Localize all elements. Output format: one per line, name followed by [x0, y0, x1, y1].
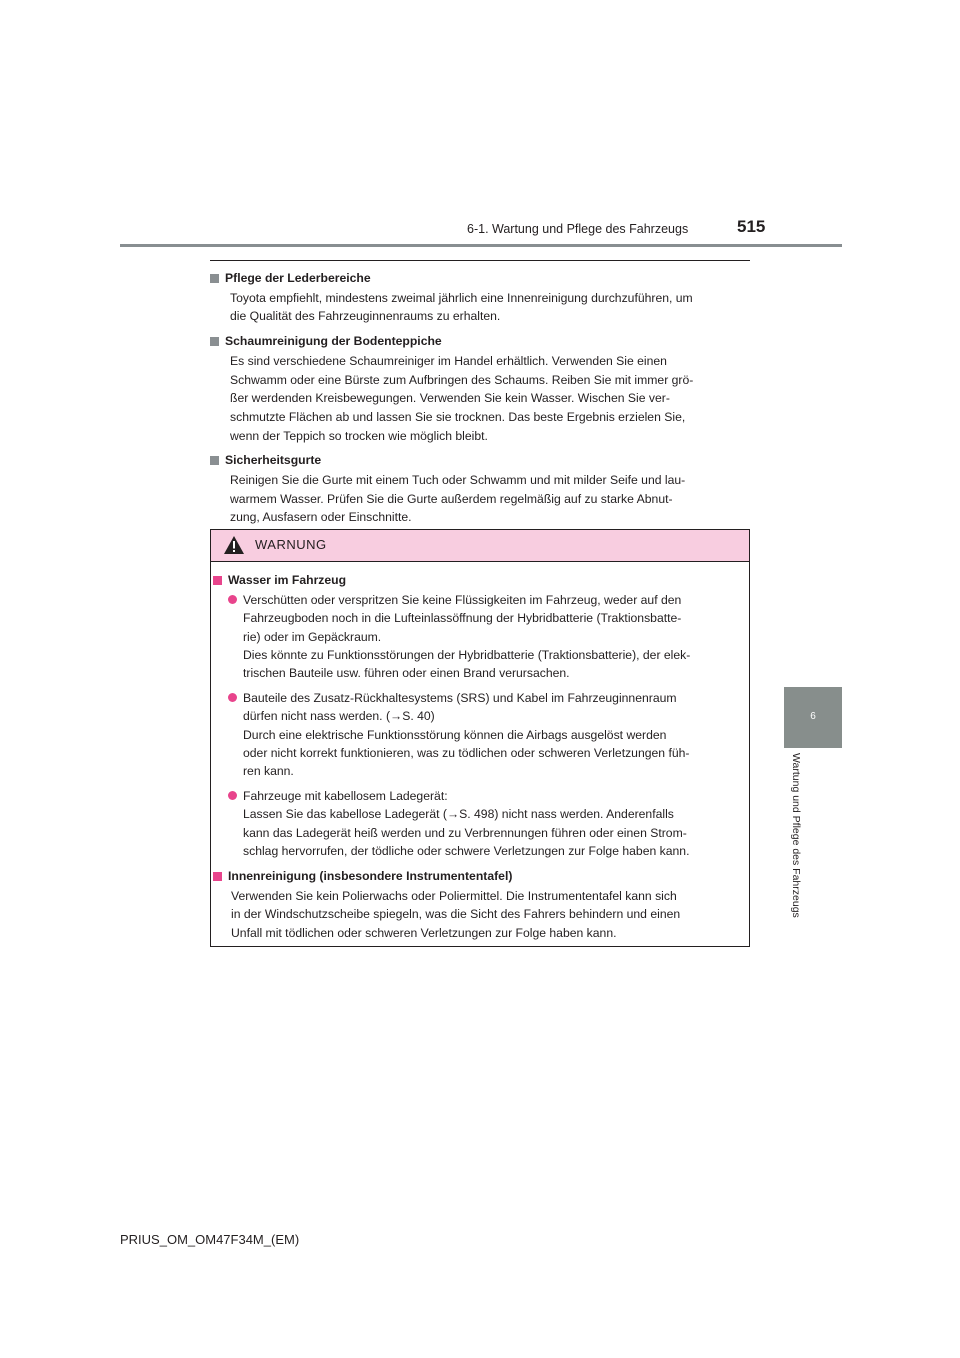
section-body [210, 352, 746, 446]
square-bullet-icon [210, 274, 219, 283]
main-content [210, 269, 746, 533]
section-leather-care [210, 269, 746, 326]
bullet-line: oder nicht korrekt funktionieren, was zu tödlichen oder schweren Verletzungen füh- [243, 745, 690, 760]
warning-bullet [211, 689, 743, 780]
body-line: warmem Wasser. Prüfen Sie die Gurte außerdem regelmäßig auf zu starke Abnut- [230, 491, 673, 506]
section-body [210, 289, 746, 326]
bullet-line: schlag hervorrufen, der tödliche oder schwere Verletzungen zur Folge haben kann. [243, 843, 690, 858]
bullet-line: rie) oder im Gepäckraum. [243, 629, 382, 644]
square-bullet-icon [213, 576, 222, 585]
warning-triangle-icon [223, 535, 245, 555]
warning-bullet [211, 591, 743, 682]
warning-subheading-text: Innenreinigung (insbesondere Instrumententafel) [228, 869, 513, 884]
bullet-line: Dies könnte zu Funktionsstörungen der Hybridbatterie (Traktionsbatterie), der elek- [243, 647, 691, 662]
warning-box [210, 529, 750, 947]
bullet-line: kann das Ladegerät heiß werden und zu Verbrennungen führen oder einen Strom- [243, 825, 687, 840]
bullet-line: Fahrzeuge mit kabellosem Ladegerät: [243, 789, 448, 804]
warning-subheading [211, 571, 743, 589]
warning-body [211, 887, 743, 942]
warning-subheading-text: Wasser im Fahrzeug [228, 573, 347, 587]
body-line: Es sind verschiedene Schaumreiniger im Handel erhältlich. Verwenden Sie einen [230, 353, 667, 368]
warning-title: WARNUNG [255, 537, 327, 552]
bullet-line: Durch eine elektrische Funktionsstörung können die Airbags ausgelöst werden [243, 727, 667, 742]
bullet-line: ren kann. [243, 764, 294, 779]
bullet-line: trischen Bauteile usw. führen oder einen Brand verursachen. [243, 666, 570, 681]
bullet-line: Verschütten oder verspritzen Sie keine Flüssigkeiten im Fahrzeug, weder auf den [243, 593, 682, 608]
body-line: Reinigen Sie die Gurte mit einem Tuch oder Schwamm und mit milder Seife und lau- [230, 473, 686, 488]
section-heading-text: Pflege der Lederbereiche [225, 271, 371, 285]
document-code: PRIUS_OM_OM47F34M_(EM) [120, 1232, 300, 1247]
chapter-number: 6 [810, 711, 816, 722]
warning-content [211, 571, 743, 942]
section-heading [210, 269, 746, 288]
body-line: ßer werdenden Kreisbewegungen. Verwenden Sie kein Wasser. Wischen Sie ver- [230, 391, 670, 406]
section-carpet-cleaning [210, 332, 746, 445]
round-bullet-icon [228, 693, 237, 702]
body-line: Toyota empfiehlt, mindestens zweimal jährlich eine Innenreinigung durchzuführen, um [230, 290, 693, 305]
content-divider [210, 260, 750, 261]
round-bullet-icon [228, 595, 237, 604]
warning-bullet [211, 787, 743, 860]
section-heading [210, 332, 746, 351]
body-line: in der Windschutzscheibe spiegeln, was die Sicht des Fahrers behindern und einen [231, 907, 681, 922]
chapter-label [788, 753, 804, 958]
section-heading-text: Sicherheitsgurte [225, 453, 322, 468]
bullet-line: Fahrzeugboden noch in die Lufteinlassöffnung der Hybridbatterie (Traktionsbatte- [243, 611, 682, 626]
bullet-line: dürfen nicht nass werden. (→S. 40) [243, 709, 435, 724]
header-title: 6-1. Wartung und Pflege des Fahrzeugs [467, 222, 689, 236]
page-number: 515 [737, 217, 766, 236]
body-line: die Qualität des Fahrzeuginnenraums zu erhalten. [230, 309, 501, 324]
warning-subheading [211, 867, 743, 885]
body-line: Verwenden Sie kein Polierwachs oder Poliermittel. Die Instrumententafel kann sich [231, 889, 677, 904]
square-bullet-icon [210, 456, 219, 465]
warning-header [211, 530, 749, 562]
body-line: schmutzte Flächen ab und lassen Sie sie trocknen. Das beste Ergebnis erzielen Sie, [230, 409, 686, 424]
body-line: Unfall mit tödlichen oder schweren Verletzungen zur Folge haben kann. [231, 925, 617, 940]
body-line: Schwamm oder eine Bürste zum Aufbringen des Schaums. Reiben Sie mit immer grö- [230, 372, 694, 387]
body-line: zung, Ausfasern oder Einschnitte. [230, 510, 412, 525]
square-bullet-icon [210, 337, 219, 346]
round-bullet-icon [228, 791, 237, 800]
bullet-line: Bauteile des Zusatz-Rückhaltesystems (SRS) und Kabel im Fahrzeuginnenraum [243, 691, 677, 706]
chapter-tab [784, 687, 842, 748]
chapter-label-text: Wartung und Pflege des Fahrzeugs [790, 753, 802, 918]
section-body [210, 471, 746, 527]
body-line: wenn der Teppich so trocken wie möglich bleibt. [230, 428, 488, 443]
square-bullet-icon [213, 872, 222, 881]
bullet-line: Lassen Sie das kabellose Ladegerät (→S. 498) nicht nass werden. Anderenfalls [243, 807, 674, 822]
section-seatbelts [210, 451, 746, 527]
section-heading [210, 451, 746, 470]
header-divider [120, 244, 842, 247]
section-heading-text: Schaumreinigung der Bodenteppiche [225, 334, 442, 349]
